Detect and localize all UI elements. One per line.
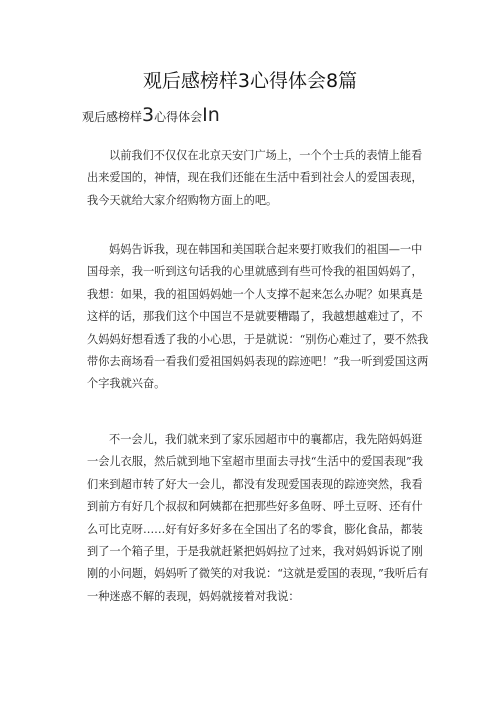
subtitle-mid: 心得体会 <box>154 110 203 124</box>
paragraph-1 <box>87 145 430 212</box>
subtitle-suffix: In <box>202 104 220 126</box>
document-title: 观后感榜样3心得体会8篇 <box>142 70 358 92</box>
document-subtitle <box>82 104 220 126</box>
paragraph-2 <box>87 239 430 396</box>
paragraph-text: 以前我们不仅仅在北京天安门广场上，一个个士兵的表情上能看出来爱国的，神情，现在我们还能在生活中看到社会人的爱国表现，我今天就给大家介绍购物方面上的吧。 <box>87 149 423 207</box>
subtitle-digit: 3 <box>142 104 155 126</box>
paragraph-text: 不一会儿，我们就来到了家乐园超市中的襄都店，我先陪妈妈逛一会儿衣服，然后就到地下室超市里面去寻找“生活中的爱国表现”我们来到超市转了好大一会儿，都没有发现爱国表现的踪迹突然，我看到前方有好几个叔叔和阿姨都在把那些好多鱼呀、呼土豆呀、还有什么可比克呀……好有好多好多在全国出了名的零食，膨化食品，都装到了一个箱子里，于是我就赶紧把妈妈拉了过来，我对妈妈诉说了刚刚的小问题，妈妈听了微笑的对我说：“这就是爱国的表现，”我听后有一种迷惑不解的表现，妈妈就接着对我说： <box>87 433 429 603</box>
paragraph-3 <box>87 429 430 608</box>
subtitle-prefix: 观后感榜样 <box>82 110 143 124</box>
paragraph-text: 妈妈告诉我，现在韩国和美国联合起来要打败我们的祖国—一中国母亲，我一听到这句话我的心里就感到有些可怜我的祖国妈妈了，我想：如果，我的祖国妈妈她一个人支撑不起来怎么办呢？如果真是这样的话，那我们这个中国岂不是就要糟蹋了，我越想越难过了，不久妈妈好想看透了我的小心思，于是就说：“别伤心难过了，要不然我带你去商场看一看我们爱祖国妈妈表现的踪迹吧！”我一听到爱国这两个字我就兴奋。 <box>87 243 429 391</box>
